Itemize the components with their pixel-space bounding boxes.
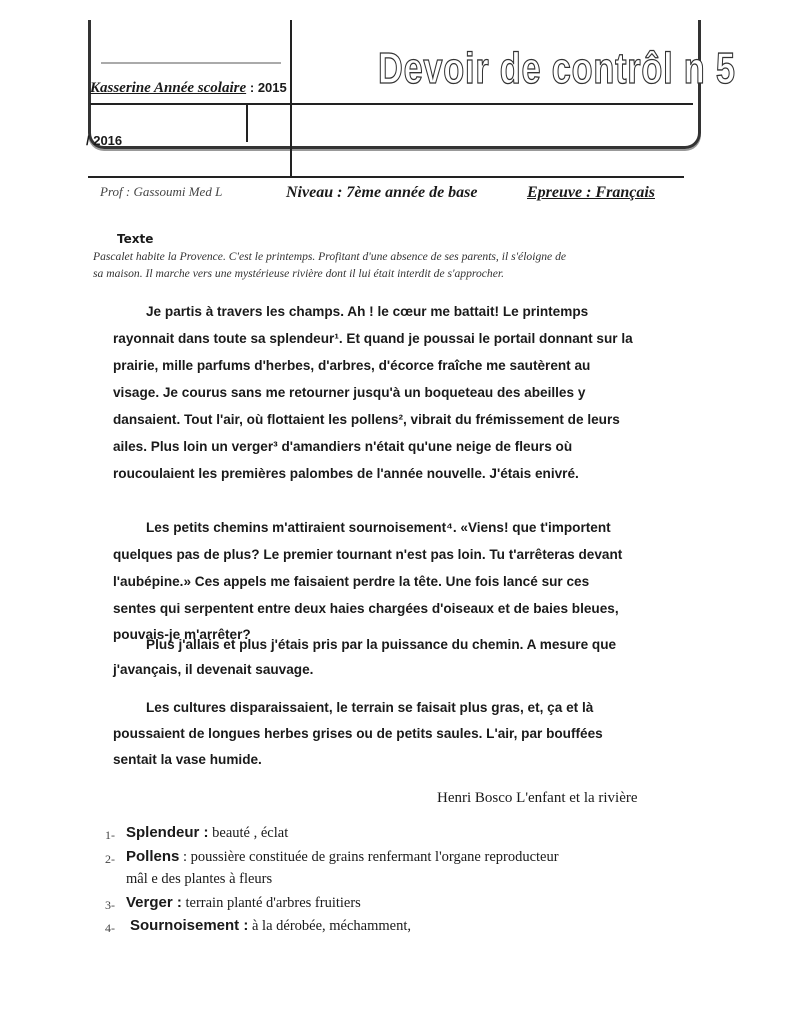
footnote-continued: mâl e des plantes à fleurs xyxy=(126,871,273,887)
text-line: rayonnait dans toute sa splendeur¹. Et quand je poussai le portail donnant sur la xyxy=(113,331,633,346)
footnote-number: 3- xyxy=(105,898,115,912)
footnote: Splendeur : beauté , éclat xyxy=(126,824,289,841)
exam-title: Devoir de contrôl n 5 xyxy=(378,44,736,93)
text-line: visage. Je courus sans me retourner jusqu'à un boqueteau des abeilles y xyxy=(113,385,586,400)
footnote-number: 2- xyxy=(105,852,115,866)
text-line: pouvais-je m'arrêter? xyxy=(113,627,251,642)
footnote-number: 1- xyxy=(105,828,115,842)
text-line: dansaient. Tout l'air, où flottaient les pollens², vibrait du frémissement de leurs xyxy=(113,412,620,427)
footnote-number: 4- xyxy=(105,921,115,935)
text-line: sentait la vase humide. xyxy=(113,752,262,767)
text-line: j'avançais, il devenait sauvage. xyxy=(113,662,314,677)
divider xyxy=(246,104,248,142)
footnote: Verger : terrain planté d'arbres fruitiers xyxy=(126,894,361,911)
intro-line: sa maison. Il marche vers une mystérieuse rivière dont il lui était interdit de s'approcher. xyxy=(93,267,504,280)
epreuve: Epreuve : Français xyxy=(527,184,655,201)
footnote: Pollens : poussière constituée de grains renfermant l'organe reproducteur xyxy=(126,848,559,865)
year-end: / 2016 xyxy=(86,133,123,148)
prof-name: Prof : Gassoumi Med L xyxy=(100,184,223,199)
niveau: Niveau : 7ème année de base xyxy=(286,184,478,201)
text-line: Plus j'allais et plus j'étais pris par la puissance du chemin. A mesure que xyxy=(146,637,617,652)
divider xyxy=(290,20,292,176)
text-line: ailes. Plus loin un verger³ d'amandiers n'était qu'une neige de fleurs où xyxy=(113,439,573,454)
text-line: poussaient de longues herbes grises ou de petits saules. L'air, par bouffées xyxy=(113,726,603,741)
text-line: Les cultures disparaissaient, le terrain se faisait plus gras, et, ça et là xyxy=(146,700,594,715)
text-line: quelques pas de plus? Le premier tournant n'est pas loin. Tu t'arrêteras devant xyxy=(113,547,623,562)
text-line: l'aubépine.» Ces appels me faisaient perdre la tête. Une fois lancé sur ces xyxy=(113,574,590,589)
divider xyxy=(101,62,281,64)
text-line: Je partis à travers les champs. Ah ! le cœur me battait! Le printemps xyxy=(146,304,589,319)
intro-line: Pascalet habite la Provence. C'est le printemps. Profitant d'une absence de ses parents, il s'éloigne de xyxy=(93,250,567,263)
source-citation: Henri Bosco L'enfant et la rivière xyxy=(437,790,638,806)
text-line: Les petits chemins m'attiraient sournoisement⁴. «Viens! que t'importent xyxy=(146,520,611,535)
text-line: prairie, mille parfums d'herbes, d'arbres, d'écorce fraîche me sautèrent au xyxy=(113,358,591,373)
footnote: Sournoisement : à la dérobée, méchamment, xyxy=(130,917,412,934)
divider xyxy=(88,176,684,178)
text-line: roucoulaient les premières palombes de l'année nouvelle. J'étais enivré. xyxy=(113,466,579,481)
school-label: Kasserine Année scolaire : 2015 xyxy=(90,80,287,96)
divider xyxy=(90,103,693,105)
text-line: sentes qui serpentent entre deux haies chargées d'oiseaux et de baies bleues, xyxy=(113,601,619,616)
texte-heading: Texte xyxy=(117,232,154,246)
